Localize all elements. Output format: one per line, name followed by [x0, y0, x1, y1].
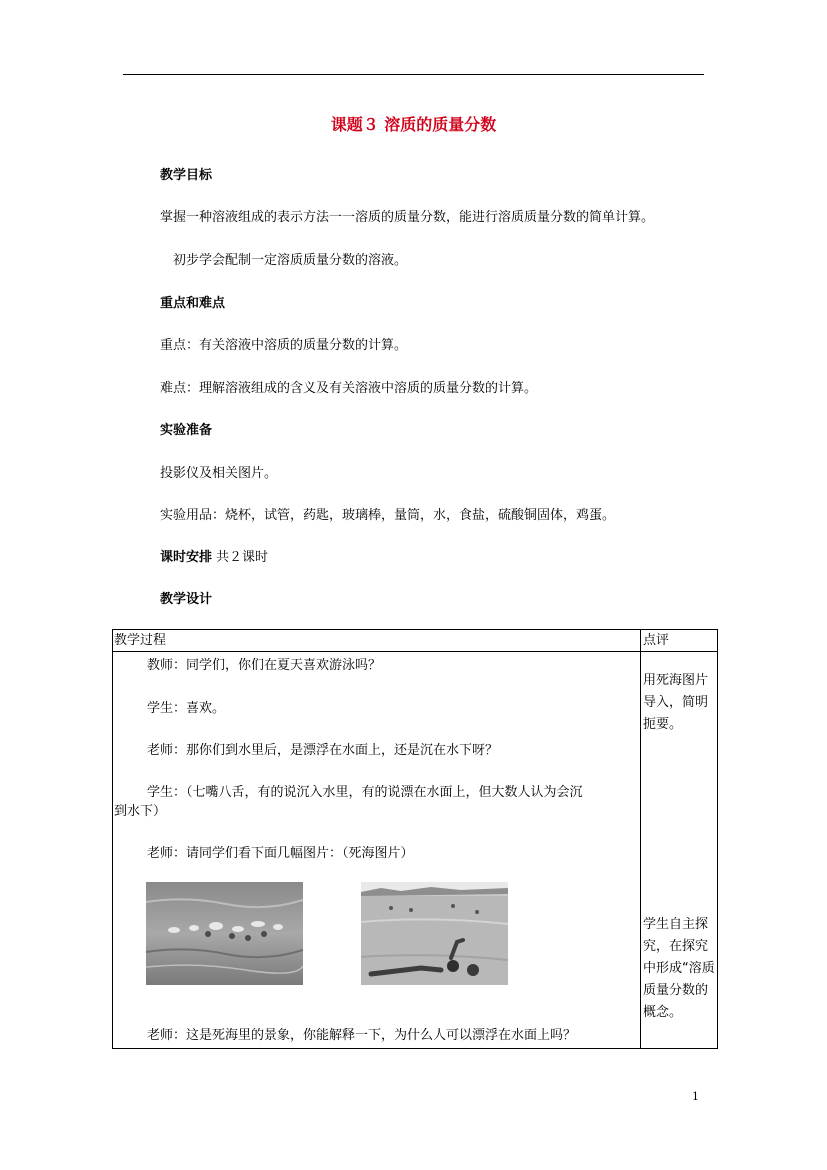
schedule-heading: 课时安排 [160, 550, 213, 565]
goals-heading: 教学目标 [160, 168, 213, 183]
dead-sea-photo-1 [146, 882, 303, 985]
dialogue-line: 到水下） [114, 804, 167, 819]
comment-2: 学生自主探究，在探究中形成“溶质质量分数的概念。 [643, 917, 715, 1020]
header-process: 教学过程 [114, 633, 167, 648]
dialogue-line: 老师：这是死海里的景象，你能解释一下，为什么人可以漂浮在水面上吗？ [147, 1028, 577, 1043]
key-heading: 重点和难点 [160, 296, 226, 311]
schedule-value: 共２课时 [216, 550, 269, 565]
schedule-line [160, 549, 268, 567]
comment-cell [641, 652, 718, 1049]
prep-2: 实验用品：烧杯，试管，药匙，玻璃棒，量筒，水，食盐，硫酸铜固体，鸡蛋。 [160, 508, 616, 523]
comment-1: 用死海图片导入，简明扼要。 [643, 673, 709, 732]
dialogue-line: 老师：请同学们看下面几幅图片：（死海图片） [147, 846, 414, 861]
dialogue-line: 学生：喜欢。 [147, 701, 226, 716]
header-process-cell [113, 630, 641, 652]
header-rule [123, 74, 704, 75]
header-comment-cell [641, 630, 718, 652]
page-number: 1 [692, 1090, 699, 1103]
goal-2: 初步学会配制一定溶质质量分数的溶液。 [173, 253, 408, 268]
page-title: 课题３ 溶质的质量分数 [330, 115, 497, 134]
lesson-table [112, 629, 718, 1049]
goal-1: 掌握一种溶液组成的表示方法一一溶质的质量分数，能进行溶质质量分数的简单计算。 [160, 210, 655, 225]
header-comment: 点评 [643, 633, 670, 648]
dialogue-line: 学生：（七嘴八舌，有的说沉入水里，有的说漂在水面上，但大数人认为会沉 [147, 785, 583, 800]
dead-sea-photo-2 [361, 882, 508, 985]
prep-heading: 实验准备 [160, 423, 213, 438]
difficult-point: 难点：理解溶液组成的含义及有关溶液中溶质的质量分数的计算。 [160, 381, 538, 396]
process-cell [113, 652, 641, 1049]
dialogue-line: 老师：那你们到水里后，是漂浮在水面上，还是沉在水下呀？ [147, 743, 499, 758]
key-point: 重点：有关溶液中溶质的质量分数的计算。 [160, 338, 408, 353]
prep-1: 投影仪及相关图片。 [160, 466, 278, 481]
design-heading: 教学设计 [160, 592, 213, 607]
dialogue-line: 教师：同学们，你们在夏天喜欢游泳吗？ [147, 658, 382, 673]
